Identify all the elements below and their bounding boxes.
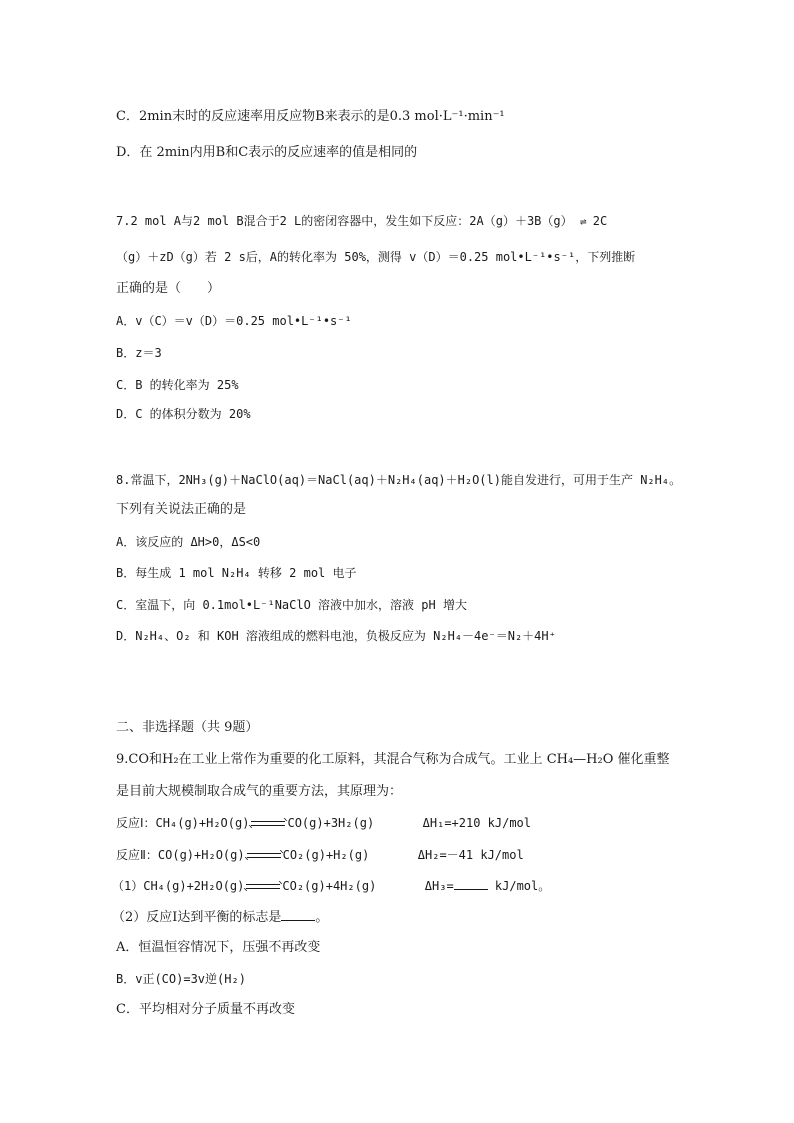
question-7-stem-line-2: （g）＋zD（g）若 2 s后，A的转化率为 50%，测得 v（D）＝0.25 mol•L⁻¹•s⁻¹，下列推断 bbox=[116, 250, 636, 264]
question-7-option-b: B．z＝3 bbox=[116, 346, 162, 360]
reaction-1 bbox=[116, 814, 531, 832]
sub-question-2-end: 。 bbox=[315, 910, 329, 925]
reaction-2-left: 反应Ⅱ：CO(g)+H₂O(g) bbox=[116, 848, 245, 862]
reaction-2-enthalpy: ΔH₂=－41 kJ/mol bbox=[417, 848, 524, 862]
equilibrium-arrow-icon bbox=[247, 851, 281, 861]
reaction-2-right: CO₂(g)+H₂(g) bbox=[282, 848, 370, 862]
question-8-stem-line-2: 下列有关说法正确的是 bbox=[116, 502, 247, 517]
sub-question-2 bbox=[112, 908, 328, 927]
question-9-option-c: C．平均相对分子质量不再改变 bbox=[116, 1002, 295, 1017]
reaction-1-right: CO(g)+3H₂(g) bbox=[287, 816, 375, 830]
question-8-option-c: C．室温下，向 0.1mol•L⁻¹NaClO 溶液中加水，溶液 pH 增大 bbox=[116, 598, 467, 612]
equilibrium-arrow-icon bbox=[251, 819, 285, 829]
reversible-arrow-icon: ⇌ bbox=[579, 215, 586, 228]
question-8-stem-line-1: 8.常温下，2NH₃(g)＋NaClO(aq)＝NaCl(aq)＋N₂H₄(aq)＋H₂O(l)能自发进行，可用于生产 N₂H₄。 bbox=[116, 473, 682, 487]
equilibrium-arrow-icon bbox=[246, 882, 280, 892]
question-7-text-end: 2C bbox=[592, 214, 608, 228]
reaction-1-left: 反应Ⅰ：CH₄(g)+H₂O(g) bbox=[116, 816, 250, 830]
question-7-text: 7.2 mol A与2 mol B混合于2 L的密闭容器中，发生如下反应：2A（g）＋3B（g） bbox=[116, 214, 573, 228]
question-9-option-a: A．恒温恒容情况下，压强不再改变 bbox=[116, 940, 321, 955]
question-7-stem-line-3: 正确的是（ ） bbox=[116, 281, 221, 296]
question-9-stem-line-1: 9.CO和H₂在工业上常作为重要的化工原料，其混合气称为合成气。工业上 CH₄—H₂O 催化重整 bbox=[116, 752, 670, 767]
question-8-option-d: D．N₂H₄、O₂ 和 KOH 溶液组成的燃料电池，负极反应为 N₂H₄－4e⁻＝N₂＋4H⁺ bbox=[116, 629, 556, 643]
reaction-1-enthalpy: ΔH₁=+210 kJ/mol bbox=[422, 816, 532, 830]
question-7-stem-line-1 bbox=[116, 212, 607, 231]
question-7-option-a: A．v（C）＝v（D）＝0.25 mol•L⁻¹•s⁻¹ bbox=[116, 314, 352, 328]
answer-blank[interactable] bbox=[454, 877, 488, 890]
question-9-stem-line-2: 是目前大规模制取合成气的重要方法，其原理为： bbox=[116, 784, 403, 799]
question-8-option-b: B．每生成 1 mol N₂H₄ 转移 2 mol 电子 bbox=[116, 566, 357, 580]
question-6-option-c: C．2min末时的反应速率用反应物B来表示的是0.3 mol·L⁻¹·min⁻¹ bbox=[116, 109, 505, 124]
section-heading: 二、非选择题（共 9题） bbox=[116, 720, 259, 735]
question-9-option-b: B．v正(CO)=3v逆(H₂) bbox=[116, 972, 246, 986]
sub-question-1-unit: kJ/mol。 bbox=[494, 879, 551, 893]
question-6-option-d: D．在 2min内用B和C表示的反应速率的值是相同的 bbox=[116, 145, 418, 160]
sub-question-1 bbox=[112, 877, 550, 895]
question-8-option-a: A．该反应的 ΔH>0，ΔS<0 bbox=[116, 535, 261, 549]
sub-question-1-left: （1）CH₄(g)+2H₂O(g) bbox=[112, 879, 245, 893]
question-7-option-d: D．C 的体积分数为 20% bbox=[116, 407, 251, 421]
answer-blank[interactable] bbox=[281, 908, 315, 921]
sub-question-2-text: （2）反应Ⅰ达到平衡的标志是 bbox=[112, 910, 282, 925]
question-7-option-c: C．B 的转化率为 25% bbox=[116, 378, 239, 392]
sub-question-1-enthalpy: ΔH₃= bbox=[424, 879, 454, 893]
sub-question-1-right: CO₂(g)+4H₂(g) bbox=[282, 879, 377, 893]
reaction-2 bbox=[116, 846, 524, 864]
